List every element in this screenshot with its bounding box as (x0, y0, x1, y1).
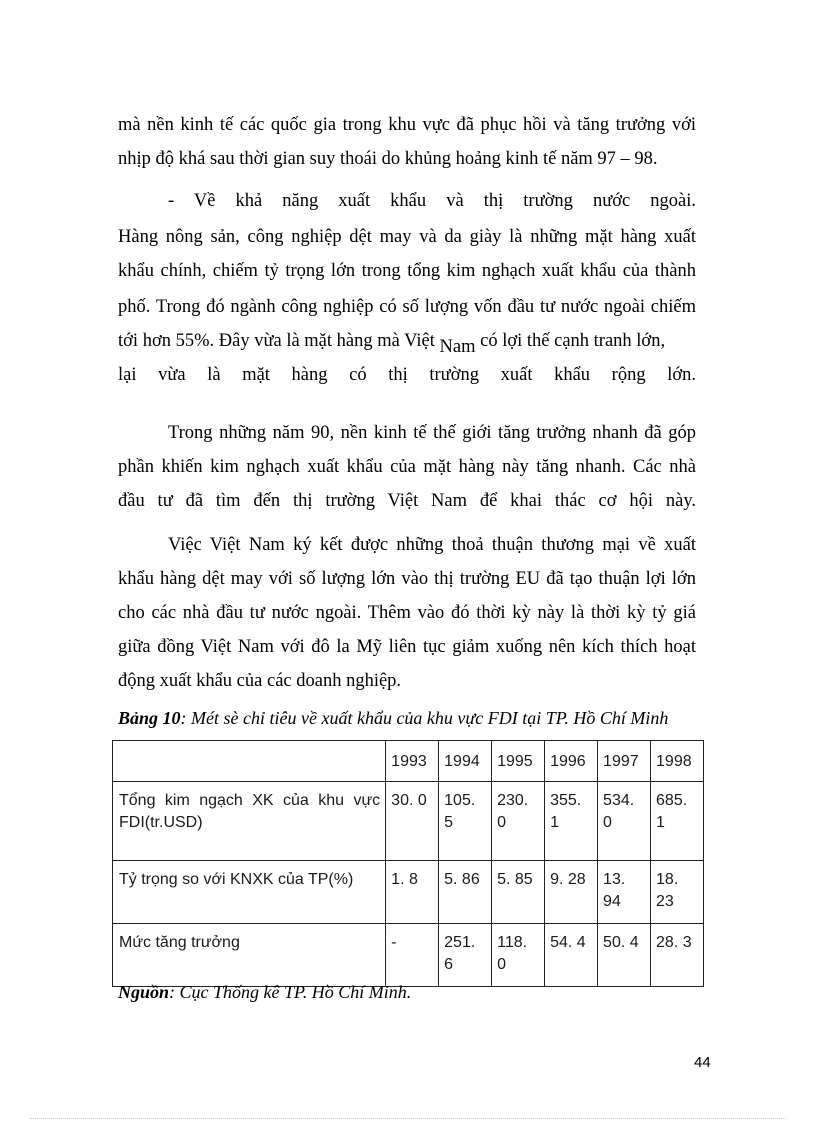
page-bottom-divider (30, 1118, 786, 1119)
table-header-year: 1994 (439, 741, 492, 782)
table-cell: 251. 6 (439, 924, 492, 987)
text-line: Hàng nông sản, công nghiệp dệt may và da giày là những mặt hàng xuất (118, 227, 696, 247)
table-header-year: 1998 (651, 741, 704, 782)
table-row (113, 782, 704, 861)
text-line: cho các nhà đầu tư nước ngoài. Thêm vào đó thời kỳ này là thời kỳ tỷ giá (118, 603, 696, 623)
table-cell: 230. 0 (492, 782, 545, 861)
source-note (118, 982, 411, 1003)
table-cell: 54. 4 (545, 924, 598, 987)
table-cell: 13. 94 (598, 861, 651, 924)
table-cell: 9. 28 (545, 861, 598, 924)
table-cell: 30. 0 (386, 782, 439, 861)
table-cell: 105. 5 (439, 782, 492, 861)
paragraph-2 (118, 184, 696, 392)
table-header-empty (113, 741, 386, 782)
export-indicators-table (112, 740, 704, 987)
paragraph-4 (118, 528, 696, 698)
paragraph-3 (118, 416, 696, 518)
table-caption-label: Bảng 10 (118, 708, 181, 728)
text-line: phố. Trong đó ngành công nghiệp có số lượng vốn đầu tư nước ngoài chiếm (118, 297, 696, 317)
table-header-year: 1995 (492, 741, 545, 782)
text-line: giữa đồng Việt Nam với đô la Mỹ liên tục giảm xuống nên kích thích hoạt (118, 637, 696, 657)
text-fragment: tới hơn 55%. Đây vừa là mặt hàng mà Việt (118, 331, 435, 351)
text-line: phần khiến kim nghạch xuất khẩu của mặt hàng này tăng nhanh. Các nhà (118, 457, 696, 477)
table-header-year: 1997 (598, 741, 651, 782)
text-line: khẩu chính, chiếm tỷ trọng lớn trong tổng kim nghạch xuất khẩu của thành (118, 261, 696, 281)
table-cell: 1. 8 (386, 861, 439, 924)
text-line: mà nền kinh tế các quốc gia trong khu vực đã phục hồi và tăng trưởng với (118, 115, 696, 135)
table-cell: 685. 1 (651, 782, 704, 861)
table-cell: 5. 86 (439, 861, 492, 924)
table-row (113, 924, 704, 987)
table-cell: 118. 0 (492, 924, 545, 987)
text-fragment: Nam (439, 337, 476, 357)
table-caption-text: : Mét sè chỉ tiêu về xuất khẩu của khu vực FDI tại TP. Hồ Chí Minh (180, 708, 669, 728)
table-header-row (113, 741, 704, 782)
table-cell: 534. 0 (598, 782, 651, 861)
text-line: lại vừa là mặt hàng có thị trường xuất khẩu rộng lớn. (118, 365, 696, 385)
row-label: Tổng kim ngạch XK của khu vực FDI(tr.USD) (113, 782, 386, 861)
table-header-year: 1996 (545, 741, 598, 782)
text-line: khẩu hàng dệt may với số lượng lớn vào thị trường EU đã tạo thuận lợi lớn (118, 569, 696, 589)
table-cell: 18. 23 (651, 861, 704, 924)
text-fragment: có lợi thế cạnh tranh lớn, (480, 331, 666, 351)
source-label: Nguồn (118, 982, 170, 1002)
paragraph-1 (118, 108, 696, 176)
table-cell: 50. 4 (598, 924, 651, 987)
table-header-year: 1993 (386, 741, 439, 782)
table-cell: - (386, 924, 439, 987)
row-label: Tỷ trọng so với KNXK của TP(%) (113, 861, 386, 924)
table-caption (118, 708, 708, 729)
text-line: nhịp độ khá sau thời gian suy thoái do khủng hoảng kinh tế năm 97 – 98. (118, 149, 658, 169)
page-number: 44 (694, 1054, 711, 1071)
text-line: Trong những năm 90, nền kinh tế thế giới tăng trưởng nhanh đã góp (168, 423, 696, 443)
table-cell: 355. 1 (545, 782, 598, 861)
text-line: - Về khả năng xuất khẩu và thị trường nước ngoài. (168, 191, 696, 211)
text-line: Việc Việt Nam ký kết được những thoả thuận thương mại về xuất (168, 535, 696, 555)
text-line: động xuất khẩu của các doanh nghiệp. (118, 671, 402, 691)
source-text: : Cục Thống kê TP. Hồ Chí Minh. (169, 982, 412, 1002)
text-line: đầu tư đã tìm đến thị trường Việt Nam để khai thác cơ hội này. (118, 491, 696, 511)
table-cell: 5. 85 (492, 861, 545, 924)
text-line (118, 324, 696, 358)
table-row (113, 861, 704, 924)
table-cell: 28. 3 (651, 924, 704, 987)
row-label: Mức tăng trưởng (113, 924, 386, 987)
